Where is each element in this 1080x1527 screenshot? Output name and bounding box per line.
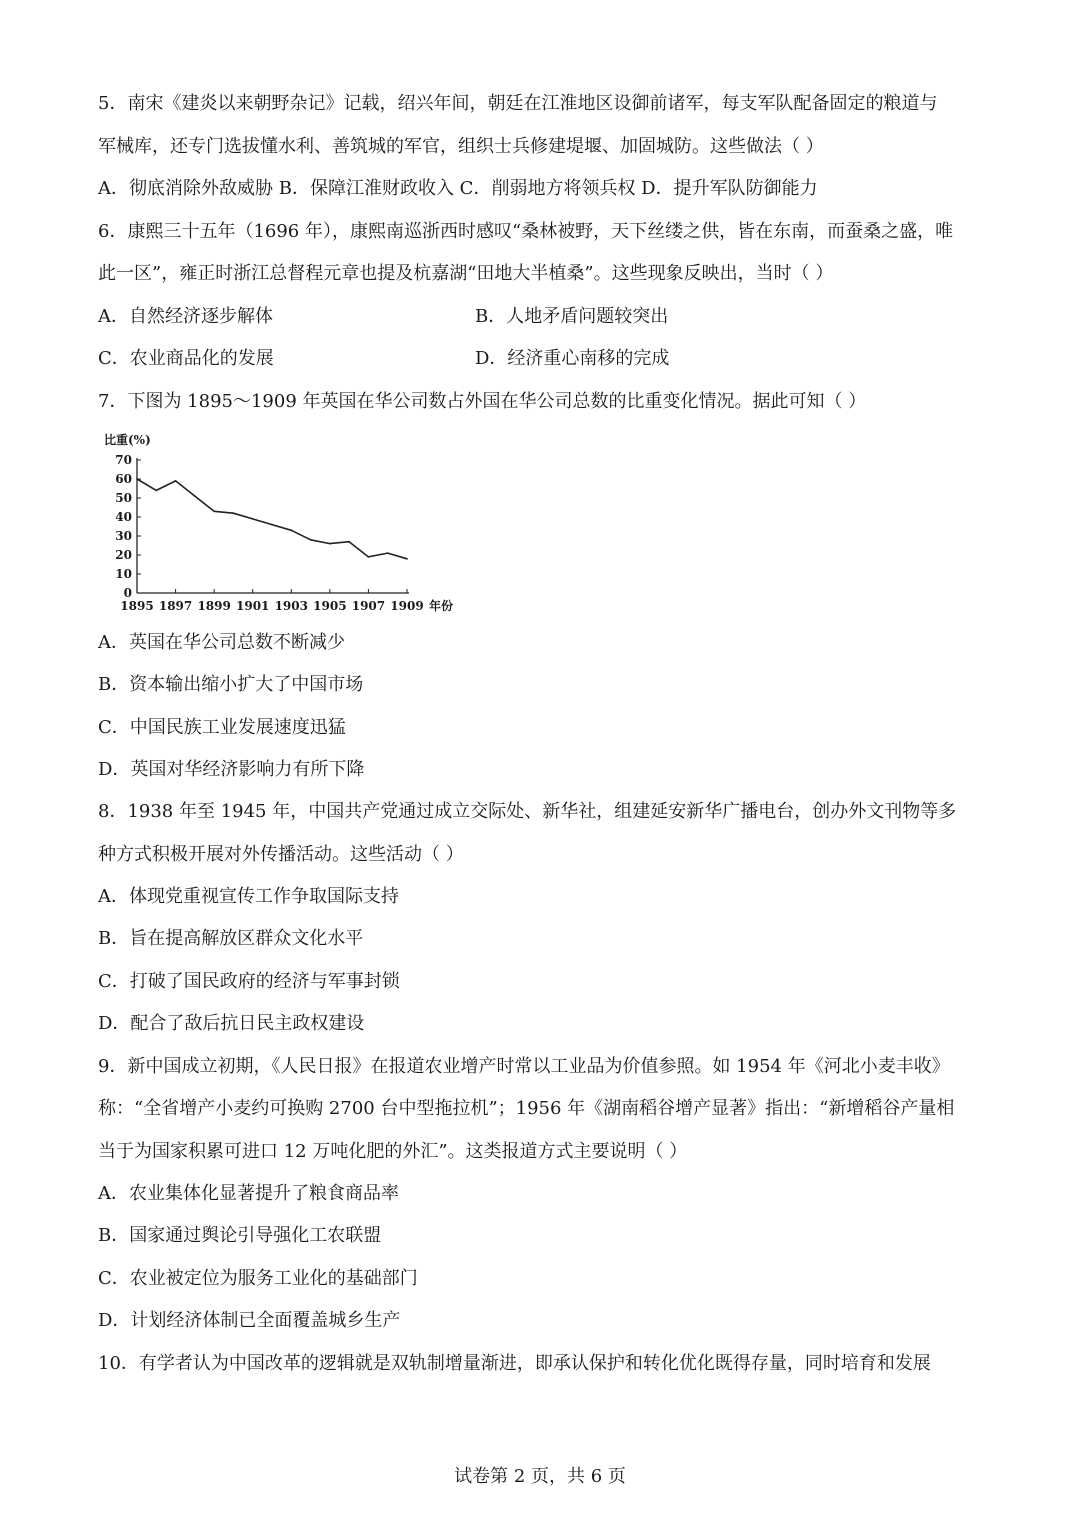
series-line	[137, 479, 407, 559]
q7-line-chart	[100, 425, 470, 620]
q8-option-a: A．体现党重视宣传工作争取国际支持	[98, 886, 399, 907]
data-point	[194, 495, 196, 497]
q9-stem-line3: 当于为国家积累可进口 12 万吨化肥的外汇”。这类报道方式主要说明（ ）	[98, 1141, 688, 1162]
q5-stem-line1: 5．南宋《建炎以来朝野杂记》记载，绍兴年间，朝廷在江淮地区设御前诸军，每支军队配备固定的粮道与	[98, 93, 938, 114]
q8-option-d: D．配合了敌后抗日民主政权建设	[98, 1013, 365, 1034]
q10-stem-line1: 10．有学者认为中国改革的逻辑就是双轨制增量渐进，即承认保护和转化优化既得存量，同时培育和发展	[98, 1353, 931, 1374]
q9-option-d: D．计划经济体制已全面覆盖城乡生产	[98, 1310, 401, 1331]
data-point	[290, 529, 292, 531]
q7-option-c: C．中国民族工业发展速度迅猛	[98, 717, 346, 738]
data-point	[213, 510, 215, 512]
x-tick-label: 1897	[158, 599, 193, 613]
data-point	[329, 543, 331, 545]
x-tick-label: 1903	[274, 599, 308, 613]
q7-option-a: A．英国在华公司总数不断减少	[98, 632, 345, 653]
x-tick-label: 1907	[351, 599, 386, 613]
q9-stem-line1: 9．新中国成立初期，《人民日报》在报道农业增产时常以工业品为价值参照。如 1954 年《河北小麦丰收》	[98, 1056, 950, 1077]
q7-option-b: B．资本输出缩小扩大了中国市场	[98, 674, 364, 695]
q8-stem-line1: 8．1938 年至 1945 年，中国共产党通过成立交际处、新华社，组建延安新华广播电台，创办外文刊物等多	[98, 801, 957, 822]
y-tick-label: 10	[115, 567, 132, 581]
data-point	[348, 541, 350, 543]
q7-option-d: D．英国对华经济影响力有所下降	[98, 759, 365, 780]
y-tick-label: 20	[115, 548, 132, 562]
data-point	[406, 558, 408, 560]
y-tick-label: 50	[115, 491, 132, 505]
y-axis-label: 比重(%)	[104, 433, 151, 447]
q6-option-a: A．自然经济逐步解体	[98, 306, 273, 327]
data-point	[368, 556, 370, 558]
x-tick-label: 1905	[313, 599, 347, 613]
data-point	[155, 490, 157, 492]
data-point	[252, 518, 254, 520]
data-point	[310, 539, 312, 541]
y-tick-label: 70	[115, 453, 132, 467]
q8-stem-line2: 种方式积极开展对外传播活动。这些活动（ ）	[98, 844, 464, 865]
x-tick-label: 1895	[120, 599, 154, 613]
q9-option-c: C．农业被定位为服务工业化的基础部门	[98, 1268, 418, 1289]
x-axis-label: 年份	[429, 599, 454, 613]
y-tick-label: 60	[115, 472, 132, 486]
x-tick-label: 1909	[390, 599, 424, 613]
data-point	[233, 512, 235, 514]
data-point	[271, 524, 273, 526]
data-point	[175, 480, 177, 482]
q7-stem: 7．下图为 1895～1909 年英国在华公司数占外国在华公司总数的比重变化情况。据此可知（ ）	[98, 391, 867, 412]
q6-stem-line1: 6．康熙三十五年（1696 年），康熙南巡浙西时感叹“桑林被野，天下丝缕之供，皆在东南，而蚕桑之盛，唯	[98, 221, 954, 242]
q8-option-c: C．打破了国民政府的经济与军事封锁	[98, 971, 400, 992]
x-tick-label: 1901	[236, 599, 270, 613]
data-point	[136, 478, 138, 480]
q6-option-c: C．农业商品化的发展	[98, 348, 274, 369]
page-footer: 试卷第 2 页，共 6 页	[454, 1466, 626, 1487]
q5-options: A．彻底消除外敌威胁 B．保障江淮财政收入 C．削弱地方将领兵权 D．提升军队防御能力	[98, 178, 818, 199]
q6-stem-line2: 此一区”，雍正时浙江总督程元章也提及杭嘉湖“田地大半植桑”。这些现象反映出，当时（ ）	[98, 263, 834, 284]
x-tick-label: 1899	[197, 599, 231, 613]
q9-option-b: B．国家通过舆论引导强化工农联盟	[98, 1225, 382, 1246]
y-tick-label: 40	[115, 510, 132, 524]
data-point	[387, 552, 389, 554]
q8-option-b: B．旨在提高解放区群众文化水平	[98, 928, 364, 949]
q5-stem-line2: 军械库，还专门选拔懂水利、善筑城的军官，组织士兵修建堤堰、加固城防。这些做法（ ）	[98, 136, 824, 157]
q6-option-b: B．人地矛盾问题较突出	[475, 306, 669, 327]
q6-option-d: D．经济重心南移的完成	[475, 348, 670, 369]
y-tick-label: 30	[115, 529, 132, 543]
q9-stem-line2: 称：“全省增产小麦约可换购 2700 台中型拖拉机”；1956 年《湖南稻谷增产显著》指出：“新增稻谷产量相	[98, 1098, 955, 1119]
q9-option-a: A．农业集体化显著提升了粮食商品率	[98, 1183, 399, 1204]
y-tick-label: 0	[123, 586, 132, 600]
